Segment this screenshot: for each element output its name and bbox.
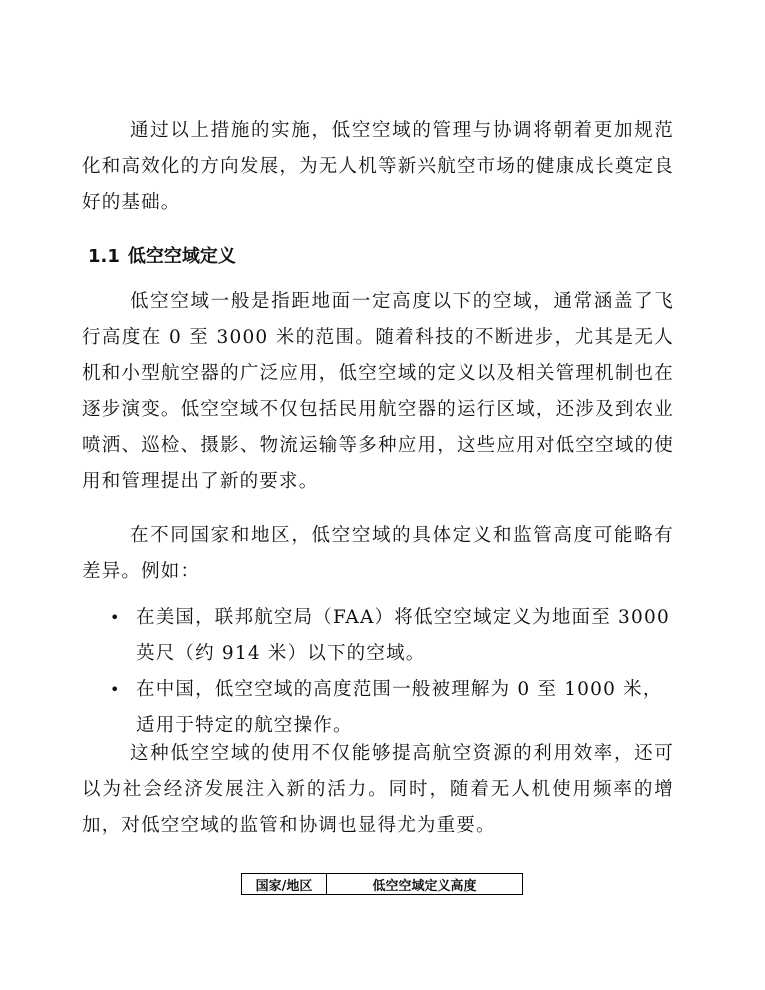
table-header-row xyxy=(242,874,523,895)
differences-paragraph: 在不同国家和地区，低空空域的具体定义和监管高度可能略有差异。例如： xyxy=(82,525,674,582)
bullet-text: 在美国，联邦航空局（FAA）将低空空域定义为地面至 3000 英尺（约 914 米）以下的空域。 xyxy=(136,607,670,664)
section-number: 1.1 xyxy=(88,246,120,267)
table-header-region: 国家/地区 xyxy=(242,874,327,895)
bullet-dot-icon: • xyxy=(110,608,121,627)
conclusion-paragraph: 这种低空空域的使用不仅能够提高航空资源的利用效率，还可以为社会经济发展注入新的活力。同时，随着无人机使用频率的增加，对低空空域的监管和协调也显得尤为重要。 xyxy=(82,743,674,836)
table-header-height: 低空空域定义高度 xyxy=(327,874,523,895)
definition-paragraph: 低空空域一般是指距地面一定高度以下的空域，通常涵盖了飞行高度在 0 至 3000 米的范围。随着科技的不断进步，尤其是无人机和小型航空器的广泛应用，低空空域的定义以及相关管理机制也在逐步演变。低空空域不仅包括民用航空器的运行区域，还涉及到农业喷洒、巡检、摄影、物流运输等多种应用，这些应用对低空空域的使用和管理提出了新的要求。 xyxy=(82,291,674,492)
country-bullet-list xyxy=(110,600,676,744)
section-title: 低空空域定义 xyxy=(127,246,236,267)
bullet-item-china xyxy=(110,672,676,744)
bullet-dot-icon: • xyxy=(110,680,121,699)
intro-paragraph: 通过以上措施的实施，低空空域的管理与协调将朝着更加规范化和高效化的方向发展，为无人机等新兴航空市场的健康成长奠定良好的基础。 xyxy=(82,120,674,213)
section-heading xyxy=(88,242,236,272)
bullet-text: 在中国，低空空域的高度范围一般被理解为 0 至 1000 米，适用于特定的航空操作。 xyxy=(136,679,663,736)
definition-table xyxy=(241,873,523,895)
bullet-item-usa xyxy=(110,600,676,672)
